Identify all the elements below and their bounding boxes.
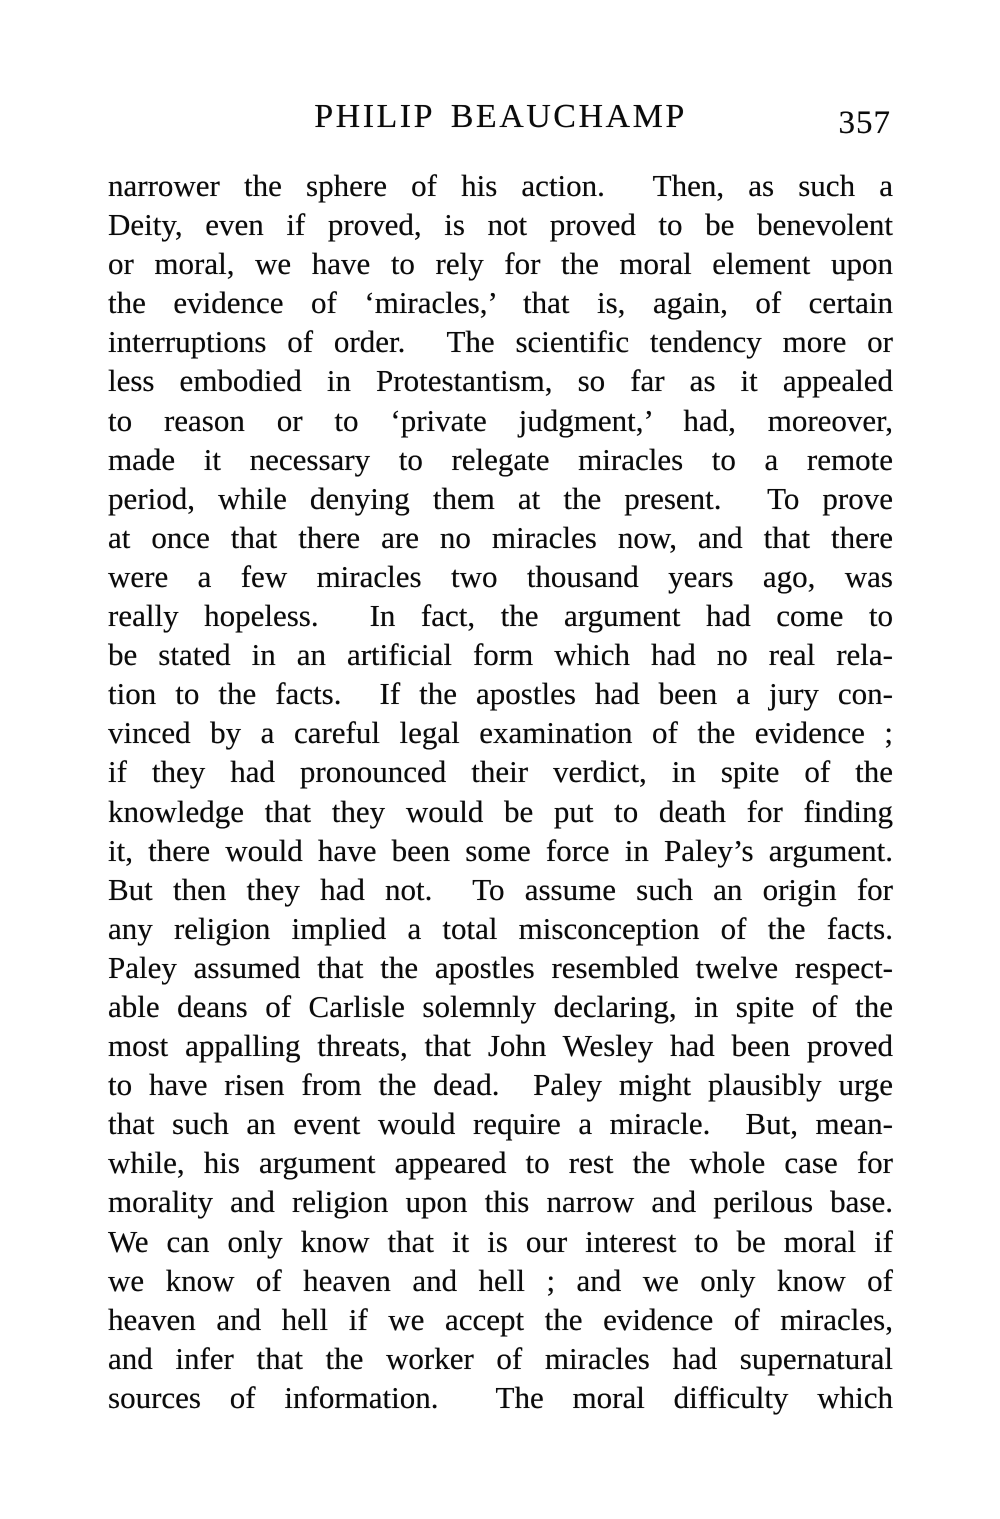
- text-line: made it necessary to relegate miracles to a remote: [108, 441, 893, 477]
- text-line: interruptions of order. The scientific tendency more or: [108, 324, 893, 360]
- text-line: to reason or to ‘private judgment,’ had, moreover,: [108, 402, 893, 438]
- text-line: able deans of Carlisle solemnly declaring, in spite of the: [108, 988, 893, 1024]
- text-line: at once that there are no miracles now, and that there: [108, 519, 893, 555]
- text-line: vinced by a careful legal examination of the evidence ;: [108, 715, 893, 751]
- text-line: most appalling threats, that John Wesley had been proved: [108, 1028, 893, 1064]
- text-line: sources of information. The moral difficulty which: [108, 1379, 893, 1415]
- text-line: tion to the facts. If the apostles had been a jury con-: [108, 676, 893, 712]
- text-line: less embodied in Protestantism, so far as it appealed: [108, 363, 893, 399]
- text-line: Deity, even if proved, is not proved to be benevolent: [108, 207, 893, 243]
- text-line: the evidence of ‘miracles,’ that is, again, of certain: [108, 285, 893, 321]
- text-line: or moral, we have to rely for the moral element upon: [108, 246, 893, 282]
- page-header: [108, 98, 893, 146]
- text-line: really hopeless. In fact, the argument had come to: [108, 598, 893, 634]
- page-number: 357: [838, 105, 891, 141]
- text-line: heaven and hell if we accept the evidence of miracles,: [108, 1301, 893, 1337]
- text-line: any religion implied a total misconception of the facts.: [108, 910, 893, 946]
- text-line: that such an event would require a miracle. But, mean-: [108, 1106, 893, 1142]
- body-text: [108, 166, 893, 1417]
- text-line: it, there would have been some force in Paley’s argument.: [108, 832, 893, 868]
- text-line: narrower the sphere of his action. Then, as such a: [108, 168, 893, 203]
- text-line: morality and religion upon this narrow and perilous base.: [108, 1184, 893, 1220]
- running-title: PHILIP BEAUCHAMP: [314, 98, 687, 135]
- text-line: and infer that the worker of miracles had supernatural: [108, 1340, 893, 1376]
- text-line: period, while denying them at the present. To prove: [108, 480, 893, 516]
- text-line: Paley assumed that the apostles resembled twelve respect-: [108, 949, 893, 985]
- text-line: while, his argument appeared to rest the whole case for: [108, 1145, 893, 1181]
- text-line: be stated in an artificial form which had no real rela-: [108, 637, 893, 673]
- text-line: But then they had not. To assume such an origin for: [108, 871, 893, 907]
- text-line: we know of heaven and hell ; and we only know of: [108, 1262, 893, 1298]
- text-line: knowledge that they would be put to death for finding: [108, 793, 893, 829]
- text-line: were a few miracles two thousand years ago, was: [108, 558, 893, 594]
- text-line: if they had pronounced their verdict, in spite of the: [108, 754, 893, 790]
- text-line: We can only know that it is our interest to be moral if: [108, 1223, 893, 1259]
- text-line: to have risen from the dead. Paley might plausibly urge: [108, 1067, 893, 1103]
